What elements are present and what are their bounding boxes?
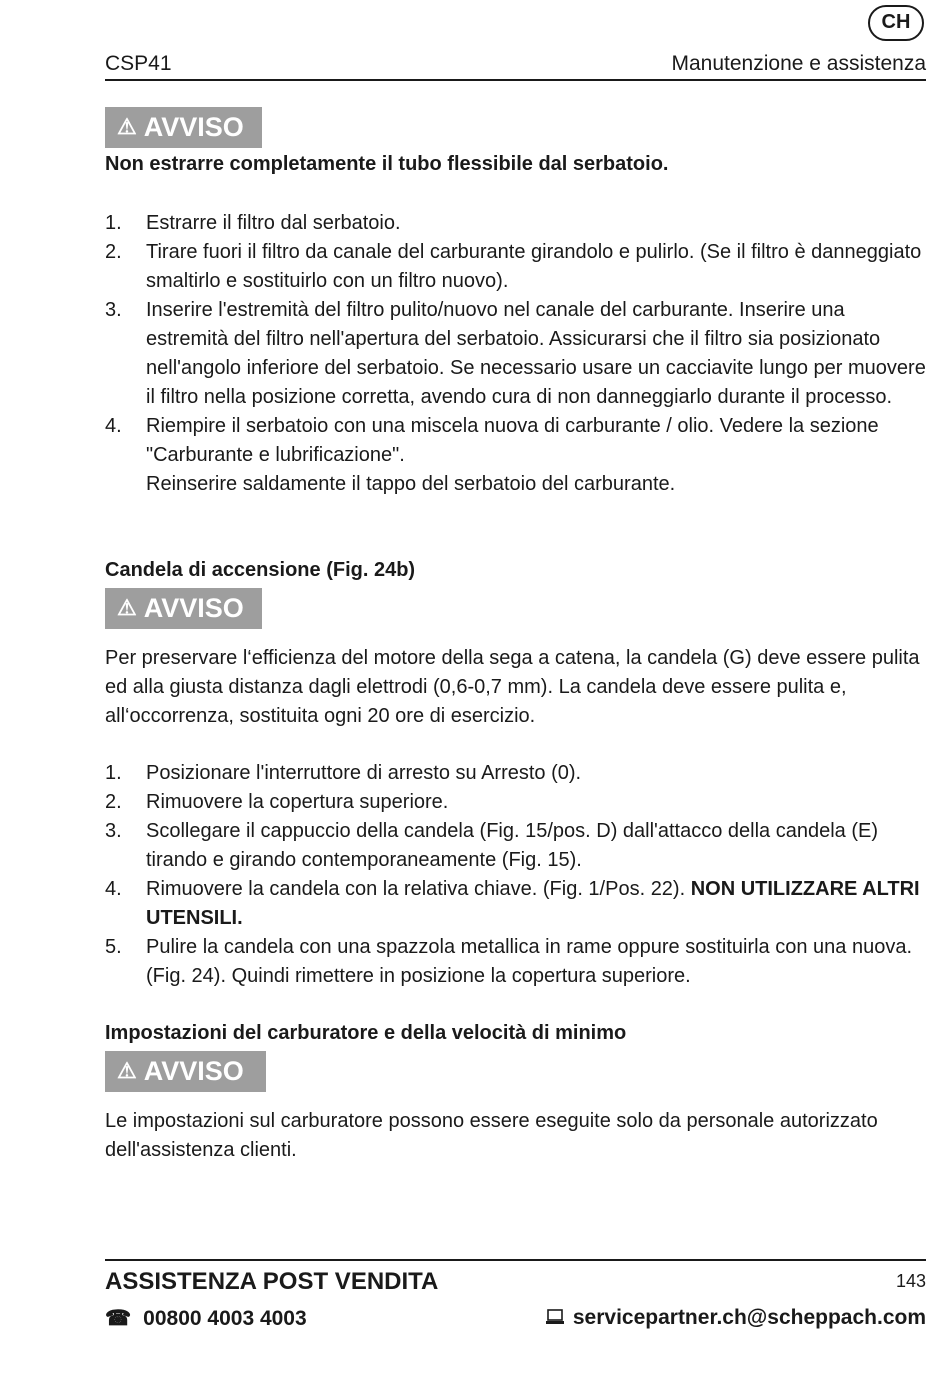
step-text-continued: Reinserire saldamente il tappo del serbatoio del carburante. — [146, 473, 676, 495]
notice-label: AVVISO — [143, 112, 244, 142]
list-item — [105, 875, 930, 933]
notice-box — [105, 588, 262, 629]
notice-paragraph: Le impostazioni sul carburatore possono essere eseguite solo da personale autorizzato dell'assistenza clienti. — [105, 1110, 878, 1161]
computer-icon — [545, 1307, 565, 1331]
notice-paragraph: Per preservare l‘efficienza del motore della sega a catena, la candela (G) deve essere pulita ed alla giusta distanza dagli elettrodi (0,6-0,7 mm). La candela deve essere pulita e, all‘occorrenza, sostituita ogni 20 ore di esercizio. — [105, 647, 920, 727]
step-text: Pulire la candela con una spazzola metallica in rame oppure sostituirla con una nuova. (Fig. 24). Quindi rimettere in posizione la copertura superiore. — [146, 936, 913, 987]
list-item — [105, 788, 930, 817]
steps-list — [105, 759, 930, 991]
list-item — [105, 238, 930, 296]
section-heading: Impostazioni del carburatore e della velocità di minimo — [105, 1022, 627, 1044]
email-address[interactable]: servicepartner.ch@scheppach.com — [572, 1306, 926, 1329]
step-text: Posizionare l'interruttore di arresto su Arresto (0). — [146, 762, 582, 784]
list-item — [105, 933, 930, 991]
step-emphasis: NON UTILIZZARE ALTRI UTENSILI. — [146, 878, 920, 929]
notice-label: AVVISO — [143, 1056, 244, 1086]
warning-triangle-icon: ⚠ — [117, 114, 137, 139]
step-number: 2. — [105, 241, 122, 263]
header-rule — [105, 79, 926, 81]
step-text: Riempire il serbatoio con una miscela nuova di carburante / olio. Vedere la sezione "Carburante e lubrificazione". — [146, 415, 879, 466]
list-item — [105, 296, 930, 412]
email-contact — [545, 1306, 926, 1331]
warning-triangle-icon: ⚠ — [117, 595, 137, 620]
list-item — [105, 209, 930, 238]
step-text: Tirare fuori il filtro da canale del carburante girandolo e pulirlo. (Se il filtro è danneggiato smaltirlo e sostituirlo con un filtro nuovo). — [146, 241, 922, 292]
step-number: 5. — [105, 936, 122, 958]
step-number: 4. — [105, 415, 122, 437]
step-text: Estrarre il filtro dal serbatoio. — [146, 212, 401, 234]
phone-contact — [105, 1306, 307, 1331]
list-item — [105, 817, 930, 875]
section-title: Manutenzione e assistenza — [671, 52, 926, 75]
notice-box — [105, 107, 262, 148]
step-text: Scollegare il cappuccio della candela (Fig. 15/pos. D) dall'attacco della candela (E) tirando e girando contemporaneamente (Fig. 15). — [146, 820, 879, 871]
footer-title: ASSISTENZA POST VENDITA — [105, 1268, 439, 1295]
step-number: 1. — [105, 212, 122, 234]
step-number: 1. — [105, 762, 122, 784]
warning-text: Non estrarre completamente il tubo flessibile dal serbatoio. — [105, 153, 669, 175]
step-number: 4. — [105, 878, 122, 900]
model-name: CSP41 — [105, 52, 172, 75]
steps-list — [105, 209, 930, 499]
notice-box — [105, 1051, 266, 1092]
section-heading: Candela di accensione (Fig. 24b) — [105, 559, 416, 581]
list-item — [105, 412, 930, 499]
step-number: 3. — [105, 820, 122, 842]
step-text: Rimuovere la candela con la relativa chiave. (Fig. 1/Pos. 22). — [146, 878, 691, 900]
step-text: Rimuovere la copertura superiore. — [146, 791, 449, 813]
step-number: 3. — [105, 299, 122, 321]
phone-icon: ☎ — [105, 1307, 132, 1330]
page-number: 143 — [895, 1271, 926, 1291]
warning-triangle-icon: ⚠ — [117, 1058, 137, 1083]
phone-number: 00800 4003 4003 — [143, 1307, 307, 1330]
step-text: Inserire l'estremità del filtro pulito/nuovo nel canale del carburante. Inserire una estremità del filtro nell'apertura del serbatoio. Assicurarsi che il filtro sia posizionato nell'angolo inferiore del serbatoio. Se necessario usare un cacciavite lungo per muovere il filtro nella posizione corretta, avendo cura di non danneggiarlo durante il processo. — [146, 299, 926, 408]
notice-label: AVVISO — [143, 593, 244, 623]
country-badge: CH — [868, 5, 924, 41]
footer-rule — [105, 1259, 926, 1261]
list-item — [105, 759, 930, 788]
step-number: 2. — [105, 791, 122, 813]
